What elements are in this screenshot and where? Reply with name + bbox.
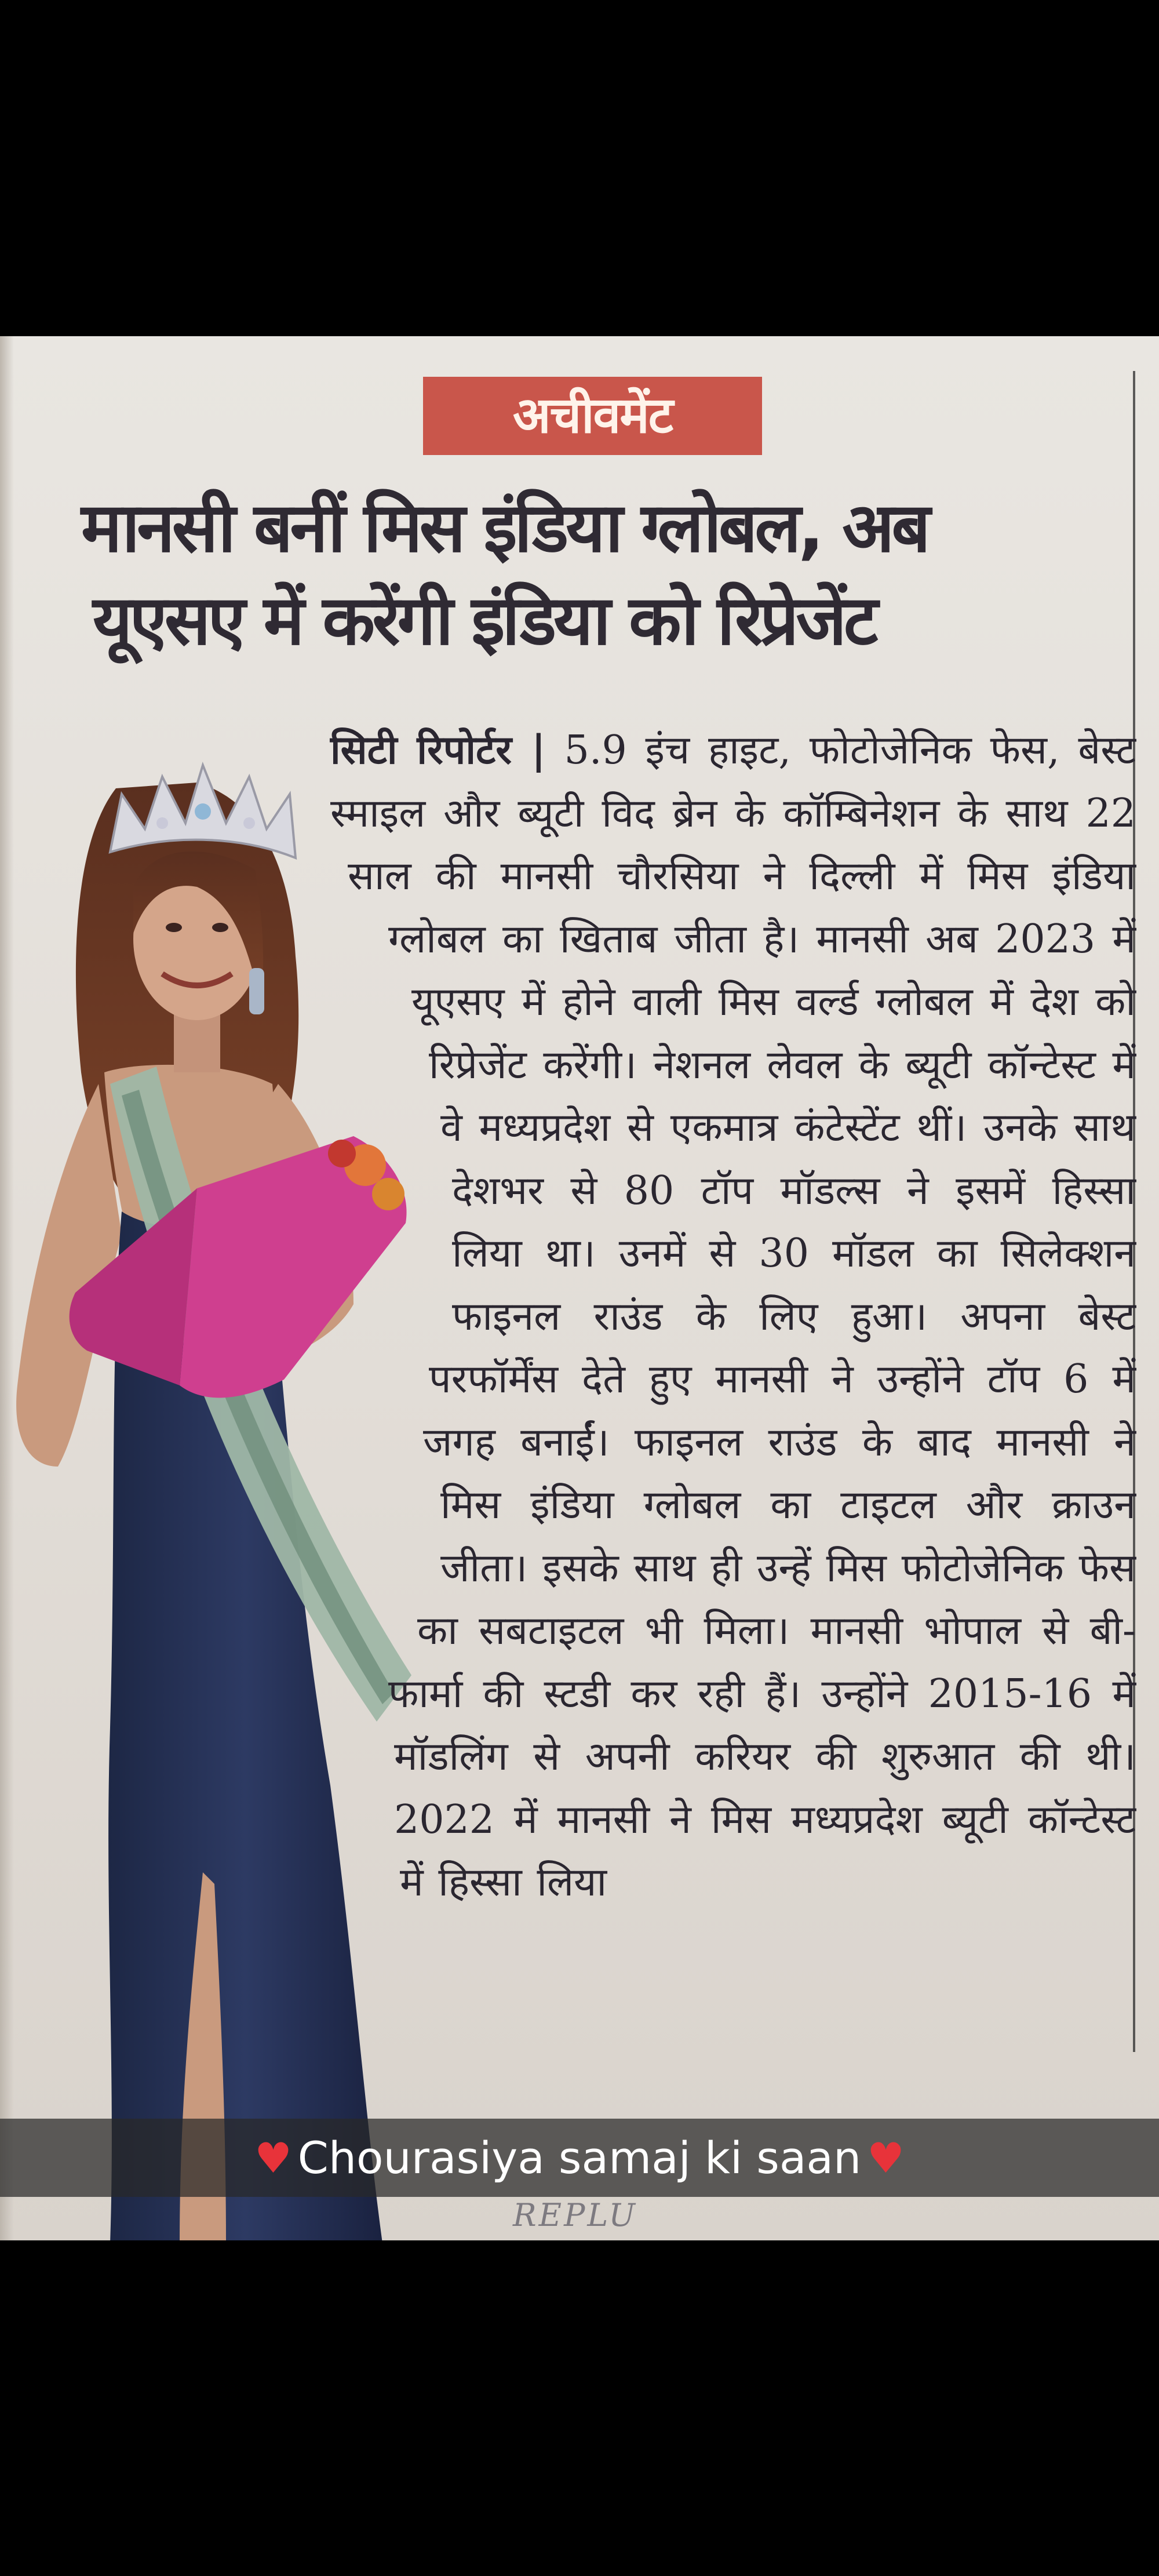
masthead-fragment: REPLU — [513, 2197, 637, 2233]
article-body — [325, 719, 1136, 2240]
heart-icon: ♥ — [254, 2133, 292, 2182]
headline-line-2: यूएसए में करेंगी इंडिया को रिप्रेजेंट — [93, 580, 876, 660]
headline-line-1: मानसी बनीं मिस इंडिया ग्लोबल, अब — [81, 487, 928, 567]
caption-bar — [0, 2119, 1159, 2197]
category-tag: अचीवमेंट — [423, 377, 762, 455]
newspaper-clipping — [0, 336, 1159, 2240]
byline: सिटी रिपोर्टर | — [330, 727, 546, 773]
heart-icon: ♥ — [867, 2133, 905, 2182]
article-text: 5.9 इंच हाइट, फोटोजेनिक फेस, बेस्ट स्माइल और ब्यूटी विद ब्रेन के कॉम्बिनेशन के साथ 22 साल की मानसी चौरसिया ने दिल्ली में मिस इंडिया ग्लोबल का खिताब जीता है। मानसी अब 2023 में यूएसए में होने वाली मिस वर्ल्ड ग्लोबल में देश को रिप्रेजेंट करेंगी। नेशनल लेवल के ब्यूटी कॉन्टेस्ट में वे मध्यप्रदेश से एकमात्र कंटेस्टेंट थीं। उनके साथ देशभर से 80 टॉप मॉडल्स ने इसमें हिस्सा लिया था। उनमें से 30 मॉडल का सिलेक्शन फाइनल राउंड के लिए हुआ। अपना बेस्ट परफॉर्मेंस देते हुए मानसी ने उन्होंने टॉप 6 में जगह बनाईं। फाइनल राउंड के बाद मानसी ने मिस इंडिया ग्लोबल का टाइटल और क्राउन जीता। इसके साथ ही उन्हें मिस फोटोजेनिक फेस का सबटाइटल भी मिला। मानसी भोपाल से बी-फार्मा की स्टडी कर रही हैं। उन्होंने 2015-16 में मॉडलिंग से अपनी करियर की शुरुआत की थी। 2022 में मानसी ने मिस मध्यप्रदेश ब्यूटी कॉन्टेस्ट में हिस्सा लिया — [330, 727, 1136, 1905]
caption-text: Chourasiya samaj ki saan — [297, 2131, 862, 2184]
headline — [81, 481, 1124, 667]
